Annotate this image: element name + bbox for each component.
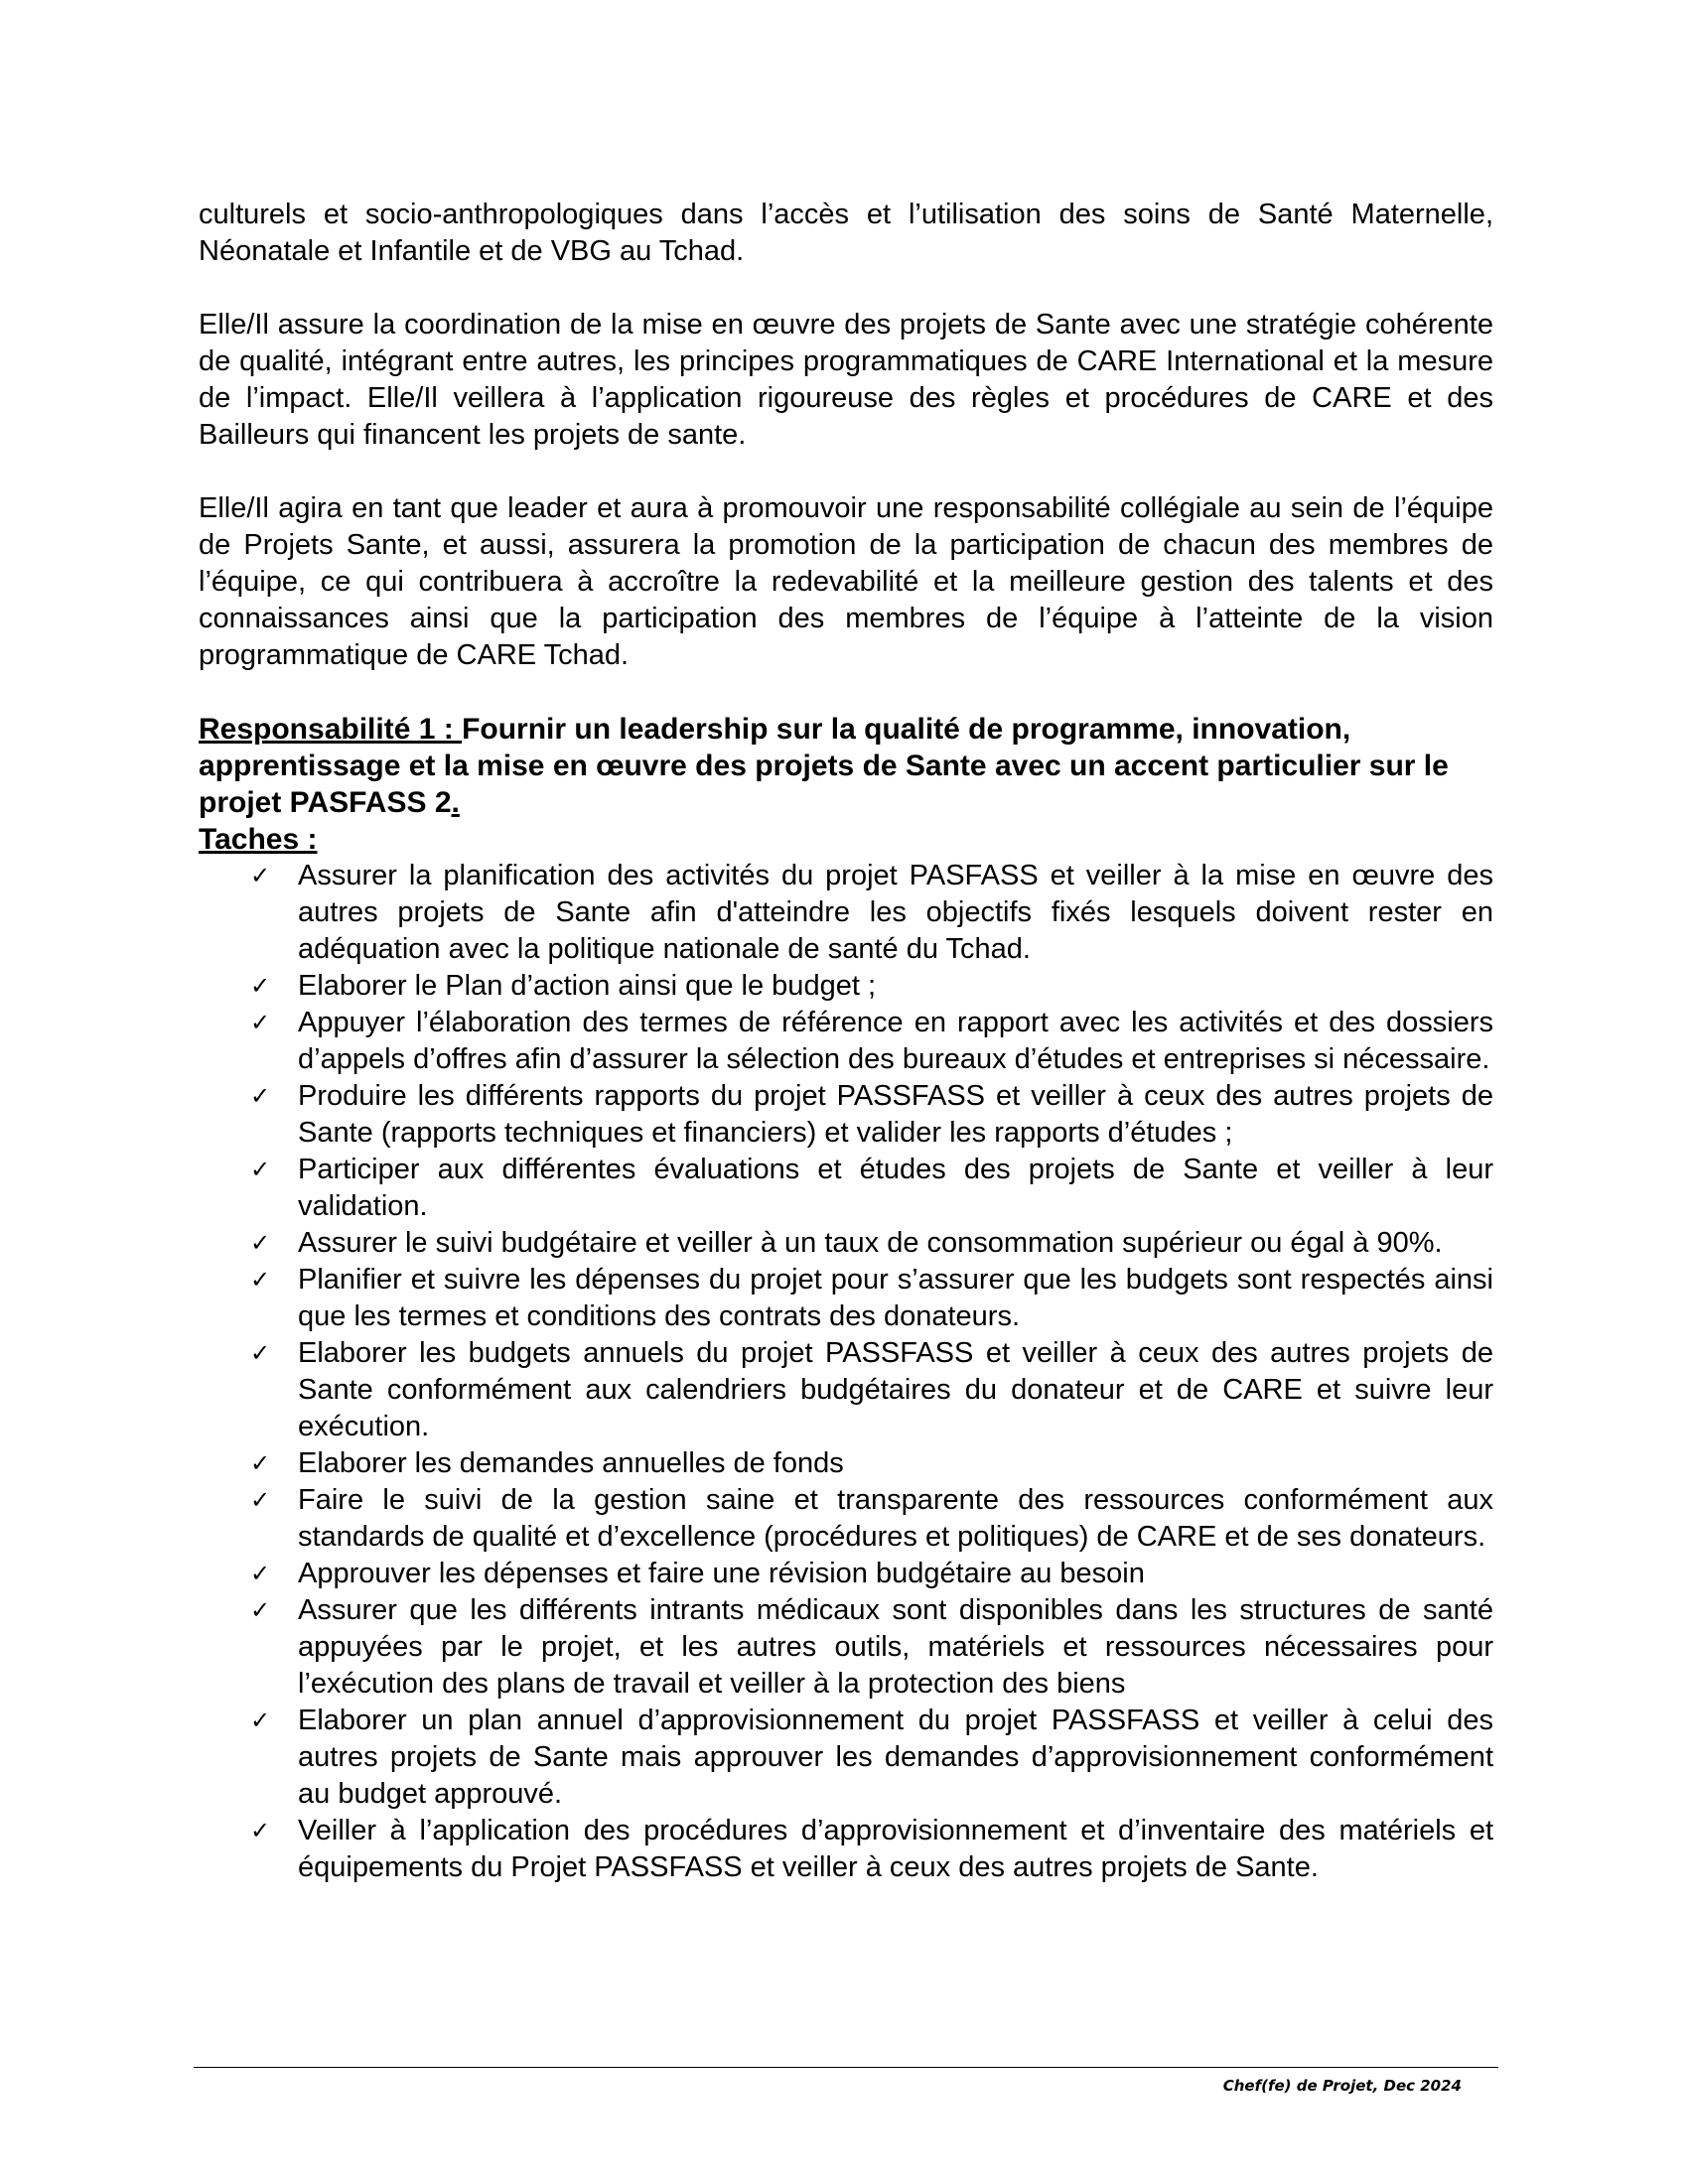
task-item xyxy=(199,858,1493,968)
checkmark-icon: ✓ xyxy=(250,1449,271,1477)
task-item xyxy=(199,1592,1493,1703)
task-item xyxy=(199,1262,1493,1335)
task-text: Approuver les dépenses et faire une révision budgétaire au besoin xyxy=(298,1558,1145,1589)
checkmark-icon: ✓ xyxy=(250,1339,271,1367)
checkmark-icon: ✓ xyxy=(250,1009,271,1036)
task-item xyxy=(199,1078,1493,1152)
task-list xyxy=(199,858,1493,1886)
task-item xyxy=(199,1005,1493,1078)
checkmark-icon: ✓ xyxy=(250,1266,271,1294)
footer-label: Chef(fe) de Projet, Dec 2024 xyxy=(1222,2077,1462,2095)
task-text: Produire les différents rapports du projet PASSFASS et veiller à ceux des autres projets de Sante (rapports techniques et financiers) et valider les rapports d’études ; xyxy=(298,1080,1493,1149)
task-item xyxy=(199,1813,1493,1886)
responsibility-text: Fournir un leadership sur la qualité de programme, innovation, apprentissage et la mise en œuvre des projets de Sante avec un accent particulier sur le projet PASFASS 2 xyxy=(199,713,1449,819)
task-text: Faire le suivi de la gestion saine et transparente des ressources conformément aux standards de qualité et d’excellence (procédures et politiques) de CARE et de ses donateurs. xyxy=(298,1484,1493,1553)
tasks-heading: Taches : xyxy=(199,823,318,856)
task-text: Assurer le suivi budgétaire et veiller à un taux de consommation supérieur ou égal à 90%. xyxy=(298,1227,1443,1259)
task-item xyxy=(199,1556,1493,1592)
document-body xyxy=(199,197,1493,1886)
responsibility-label: Responsabilité 1 : xyxy=(199,713,463,746)
responsibility-end: . xyxy=(451,786,460,819)
checkmark-icon: ✓ xyxy=(250,1560,271,1587)
paragraph-leadership: Elle/Il agira en tant que leader et aura à promouvoir une responsabilité collégiale au sein de l’équipe de Projets Sante, et aussi, assurera la promotion de la participation de chacun des membres de l’équipe, ce qui contribuera à accroître la redevabilité et la meilleure gestion des talents et des connaissances ainsi que la participation des membres de l’équipe à l’atteinte de la vision programmatique de CARE Tchad. xyxy=(199,492,1493,671)
task-item xyxy=(199,968,1493,1005)
checkmark-icon: ✓ xyxy=(250,1486,271,1514)
checkmark-icon: ✓ xyxy=(250,972,271,1000)
checkmark-icon: ✓ xyxy=(250,1706,271,1734)
checkmark-icon: ✓ xyxy=(250,1817,271,1844)
task-text: Participer aux différentes évaluations et études des projets de Sante et veiller à leur validation. xyxy=(298,1154,1493,1222)
responsibility-heading xyxy=(199,711,1493,821)
task-item xyxy=(199,1703,1493,1813)
task-text: Elaborer le Plan d’action ainsi que le budget ; xyxy=(298,970,876,1002)
task-item xyxy=(199,1335,1493,1445)
checkmark-icon: ✓ xyxy=(250,1596,271,1624)
checkmark-icon: ✓ xyxy=(250,1156,271,1183)
checkmark-icon: ✓ xyxy=(250,862,271,889)
checkmark-icon: ✓ xyxy=(250,1082,271,1110)
task-text: Elaborer un plan annuel d’approvisionnement du projet PASSFASS et veiller à celui des autres projets de Sante mais approuver les demandes d’approvisionnement conformément au budget approuvé. xyxy=(298,1705,1493,1810)
task-item xyxy=(199,1482,1493,1556)
task-text: Assurer la planification des activités du projet PASFASS et veiller à la mise en œuvre des autres projets de Sante afin d'atteindre les objectifs fixés lesquels doivent rester en adéquation avec la politique nationale de santé du Tchad. xyxy=(298,860,1493,965)
paragraph-context: culturels et socio-anthropologiques dans l’accès et l’utilisation des soins de Santé Maternelle, Néonatale et Infantile et de VBG au Tchad. xyxy=(199,199,1493,267)
task-text: Veiller à l’application des procédures d’approvisionnement et d’inventaire des matériels et équipements du Projet PASSFASS et veiller à ceux des autres projets de Sante. xyxy=(298,1815,1493,1883)
task-text: Elaborer les demandes annuelles de fonds xyxy=(298,1447,844,1479)
checkmark-icon: ✓ xyxy=(250,1229,271,1257)
task-text: Elaborer les budgets annuels du projet PASSFASS et veiller à ceux des autres projets de Sante conformément aux calendriers budgétaires du donateur et de CARE et suivre leur exécution. xyxy=(298,1337,1493,1442)
task-item xyxy=(199,1445,1493,1482)
task-text: Planifier et suivre les dépenses du projet pour s’assurer que les budgets sont respectés ainsi que les termes et conditions des contrats des donateurs. xyxy=(298,1264,1493,1332)
footer-divider xyxy=(194,2067,1498,2068)
task-item xyxy=(199,1225,1493,1262)
paragraph-coordination: Elle/Il assure la coordination de la mise en œuvre des projets de Sante avec une stratégie cohérente de qualité, intégrant entre autres, les principes programmatiques de CARE International et la mesure de l’impact. Elle/Il veillera à l’application rigoureuse des règles et procédures de CARE et des Bailleurs qui financent les projets de sante. xyxy=(199,309,1493,451)
task-item xyxy=(199,1152,1493,1225)
task-text: Assurer que les différents intrants médicaux sont disponibles dans les structures de santé appuyées par le projet, et les autres outils, matériels et ressources nécessaires pour l’exécution des plans de travail et veiller à la protection des biens xyxy=(298,1594,1493,1700)
task-text: Appuyer l’élaboration des termes de référence en rapport avec les activités et des dossiers d’appels d’offres afin d’assurer la sélection des bureaux d’études et entreprises si nécessaire. xyxy=(298,1007,1493,1075)
